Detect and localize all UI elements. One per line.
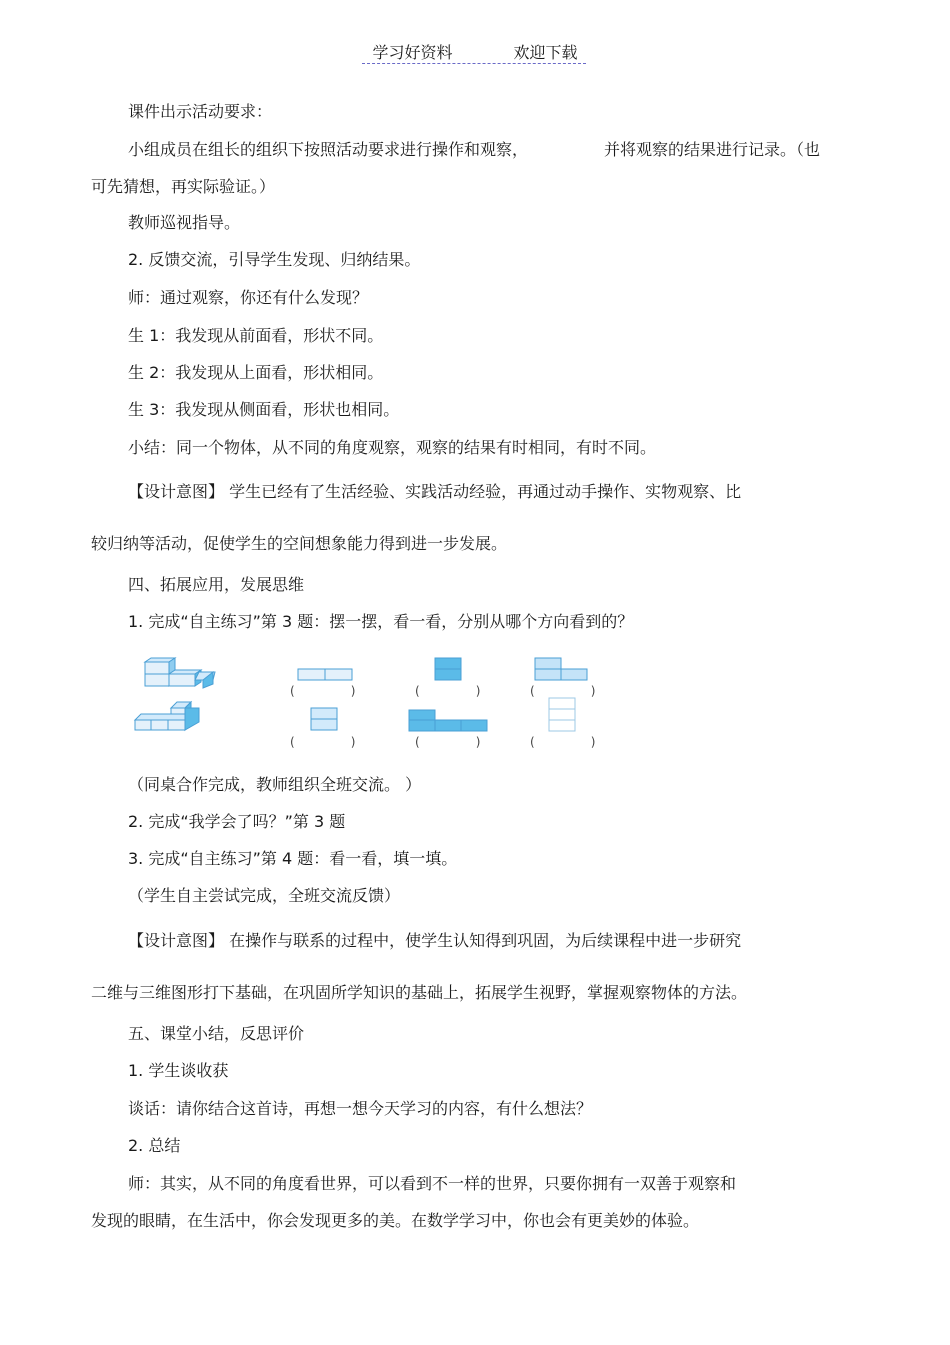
section-heading: 五、课堂小结，反思评价	[128, 1024, 305, 1043]
paragraph: 生 2：我发现从上面看，形状相同。	[128, 363, 384, 382]
paragraph: 课件出示活动要求：	[128, 102, 273, 121]
paragraph: 2. 反馈交流，引导学生发现、归纳结果。	[128, 250, 421, 269]
page-header	[0, 40, 950, 63]
paragraph: 1. 学生谈收获	[128, 1061, 229, 1080]
header-left-text: 学习好资料	[372, 43, 453, 62]
blocks-3d-bottom	[135, 702, 199, 730]
header-dashed-rule	[362, 63, 586, 64]
answer-blank-1: ( )	[290, 684, 356, 698]
paragraph: 1. 完成“自主练习”第 3 题：摆一摆，看一看，分别从哪个方向看到的？	[128, 612, 634, 631]
paragraph: 发现的眼睛，在生活中，你会发现更多的美。在数学学习中，你也会有更美妙的体验。	[91, 1211, 700, 1230]
view-top-2	[409, 710, 487, 731]
paragraph: 2. 总结	[128, 1136, 181, 1155]
paragraph: 师：其实，从不同的角度看世界，可以看到不一样的世界，只要你拥有一双善于观察和	[128, 1174, 737, 1193]
paragraph: 生 1：我发现从前面看，形状不同。	[128, 326, 384, 345]
section-heading: 四、拓展应用，发展思维	[128, 575, 305, 594]
paragraph: 并将观察的结果进行记录。（也	[604, 140, 821, 159]
answer-blank-4: ( )	[290, 735, 356, 749]
paragraph: （同桌合作完成，教师组织全班交流。 ）	[128, 775, 422, 794]
blocks-3d-top	[145, 658, 215, 688]
paragraph: 3. 完成“自主练习”第 4 题：看一看，填一填。	[128, 849, 458, 868]
paragraph: 可先猜想，再实际验证。）	[91, 177, 276, 196]
paragraph: 生 3：我发现从侧面看，形状也相同。	[128, 400, 400, 419]
paragraph: 小组成员在组长的组织下按照活动要求进行操作和观察，	[128, 140, 529, 159]
view-side-2	[549, 698, 575, 731]
view-side-1	[535, 658, 587, 680]
answer-blank-6: ( )	[530, 735, 596, 749]
paragraph: 【设计意图】 学生已经有了生活经验、实践活动经验，再通过动手操作、实物观察、比	[128, 482, 742, 501]
header-right-text: 欢迎下载	[513, 43, 578, 62]
paragraph: 谈话：请你结合这首诗，再想一想今天学习的内容，有什么想法？	[128, 1099, 593, 1118]
answer-blank-5: ( )	[415, 735, 481, 749]
paragraph: 二维与三维图形打下基础，在巩固所学知识的基础上，拓展学生视野，掌握观察物体的方法。	[91, 983, 748, 1002]
paragraph: 师：通过观察，你还有什么发现？	[128, 288, 369, 307]
paragraph: （学生自主尝试完成，全班交流反馈）	[128, 886, 401, 905]
paragraph: 【设计意图】 在操作与联系的过程中，使学生认知得到巩固，为后续课程中进一步研究	[128, 931, 742, 950]
paragraph: 较归纳等活动，促使学生的空间想象能力得到进一步发展。	[91, 534, 508, 553]
view-front-1	[298, 669, 352, 680]
answer-blank-2: ( )	[415, 684, 481, 698]
paragraph: 2. 完成“我学会了吗？”第 3 题	[128, 812, 346, 831]
paragraph: 教师巡视指导。	[128, 213, 241, 232]
view-front-2	[311, 708, 337, 730]
paragraph: 小结：同一个物体，从不同的角度观察，观察的结果有时相同，有时不同。	[128, 438, 657, 457]
answer-blank-3: ( )	[530, 684, 596, 698]
view-top-1	[435, 658, 461, 680]
